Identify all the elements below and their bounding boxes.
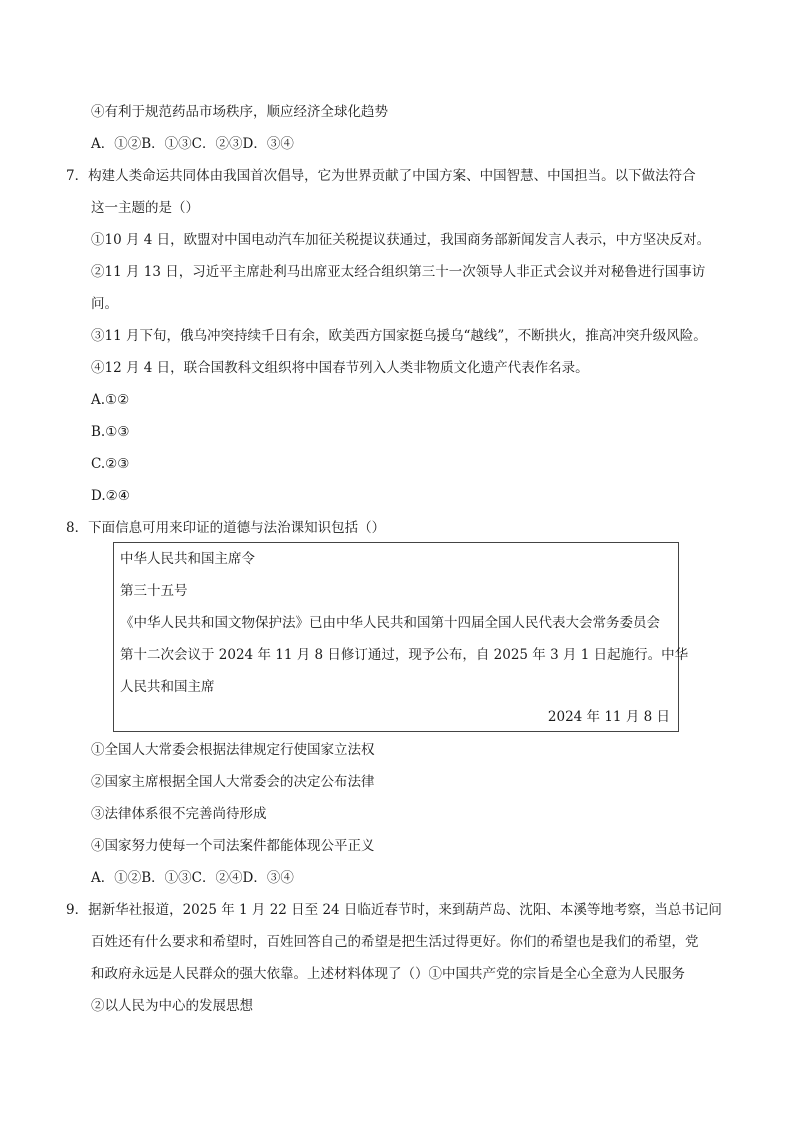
box-text-line1: 《中华人民共和国文物保护法》已由中华人民共和国第十四届全国人民代表大会常务委员会 xyxy=(120,615,660,631)
q7-stem-line2: 这一主题的是（） xyxy=(91,200,199,216)
q9-stem-line4: ②以人民为中心的发展思想 xyxy=(91,998,253,1014)
box-date: 2024 年 11 月 8 日 xyxy=(547,709,670,725)
q7-item-1: ①10 月 4 日，欧盟对中国电动汽车加征关税提议获通过，我国商务部新闻发言人表示，中方坚决反对。 xyxy=(91,232,711,248)
q8-item-3: ③法律体系很不完善尚待形成 xyxy=(91,806,267,822)
q7-stem-line1: 7．构建人类命运共同体由我国首次倡导，它为世界贡献了中国方案、中国智慧、中国担当。以下做法符合 xyxy=(66,168,696,184)
q6-options: A．①②B．①③C．②③D．③④ xyxy=(91,136,294,152)
q7-option-a: A.①② xyxy=(91,392,130,408)
q9-stem-line1: 9．据新华社报道，2025 年 1 月 22 日至 24 日临近春节时，来到葫芦岛、沈阳、本溪等地考察，当总书记问 xyxy=(66,902,722,918)
box-text-line2: 第十二次会议于 2024 年 11 月 8 日修订通过，现予公布，自 2025 年 3 月 1 日起施行。中华 xyxy=(120,647,689,663)
q8-item-2: ②国家主席根据全国人大常委会的决定公布法律 xyxy=(91,774,375,790)
q9-stem-line3: 和政府永远是人民群众的强大依靠。上述材料体现了（）①中国共产党的宗旨是全心全意为人民服务 xyxy=(91,966,685,982)
q7-option-c: C.②③ xyxy=(91,456,130,472)
q8-item-4: ④国家努力使每一个司法案件都能体现公平正义 xyxy=(91,838,375,854)
q7-item-3: ③11 月下旬，俄乌冲突持续千日有余，欧美西方国家挺乌援乌“越线”，不断拱火，推高冲突升级风险。 xyxy=(91,328,707,344)
q7-item-2a: ②11 月 13 日，习近平主席赴利马出席亚太经合组织第三十一次领导人非正式会议并对秘鲁进行国事访 xyxy=(91,264,706,280)
q7-option-b: B.①③ xyxy=(91,424,130,440)
q7-item-4: ④12 月 4 日，联合国教科文组织将中国春节列入人类非物质文化遗产代表作名录。 xyxy=(91,360,589,376)
q7-item-2b: 问。 xyxy=(91,296,118,312)
box-number: 第三十五号 xyxy=(120,583,188,599)
q6-item-4: ④有利于规范药品市场秩序，顺应经济全球化趋势 xyxy=(91,104,388,120)
q7-option-d: D.②④ xyxy=(91,488,130,504)
box-text-line3: 人民共和国主席 xyxy=(120,679,215,695)
box-title: 中华人民共和国主席令 xyxy=(120,551,255,567)
q8-options: A．①②B．①③C．②④D．③④ xyxy=(91,870,294,886)
q8-material-box xyxy=(113,542,689,732)
q8-stem: 8．下面信息可用来印证的道德与法治课知识包括（） xyxy=(66,520,386,536)
q8-item-1: ①全国人大常委会根据法律规定行使国家立法权 xyxy=(91,742,375,758)
q9-stem-line2: 百姓还有什么要求和希望时，百姓回答自己的希望是把生活过得更好。你们的希望也是我们的希望，党 xyxy=(91,934,699,950)
